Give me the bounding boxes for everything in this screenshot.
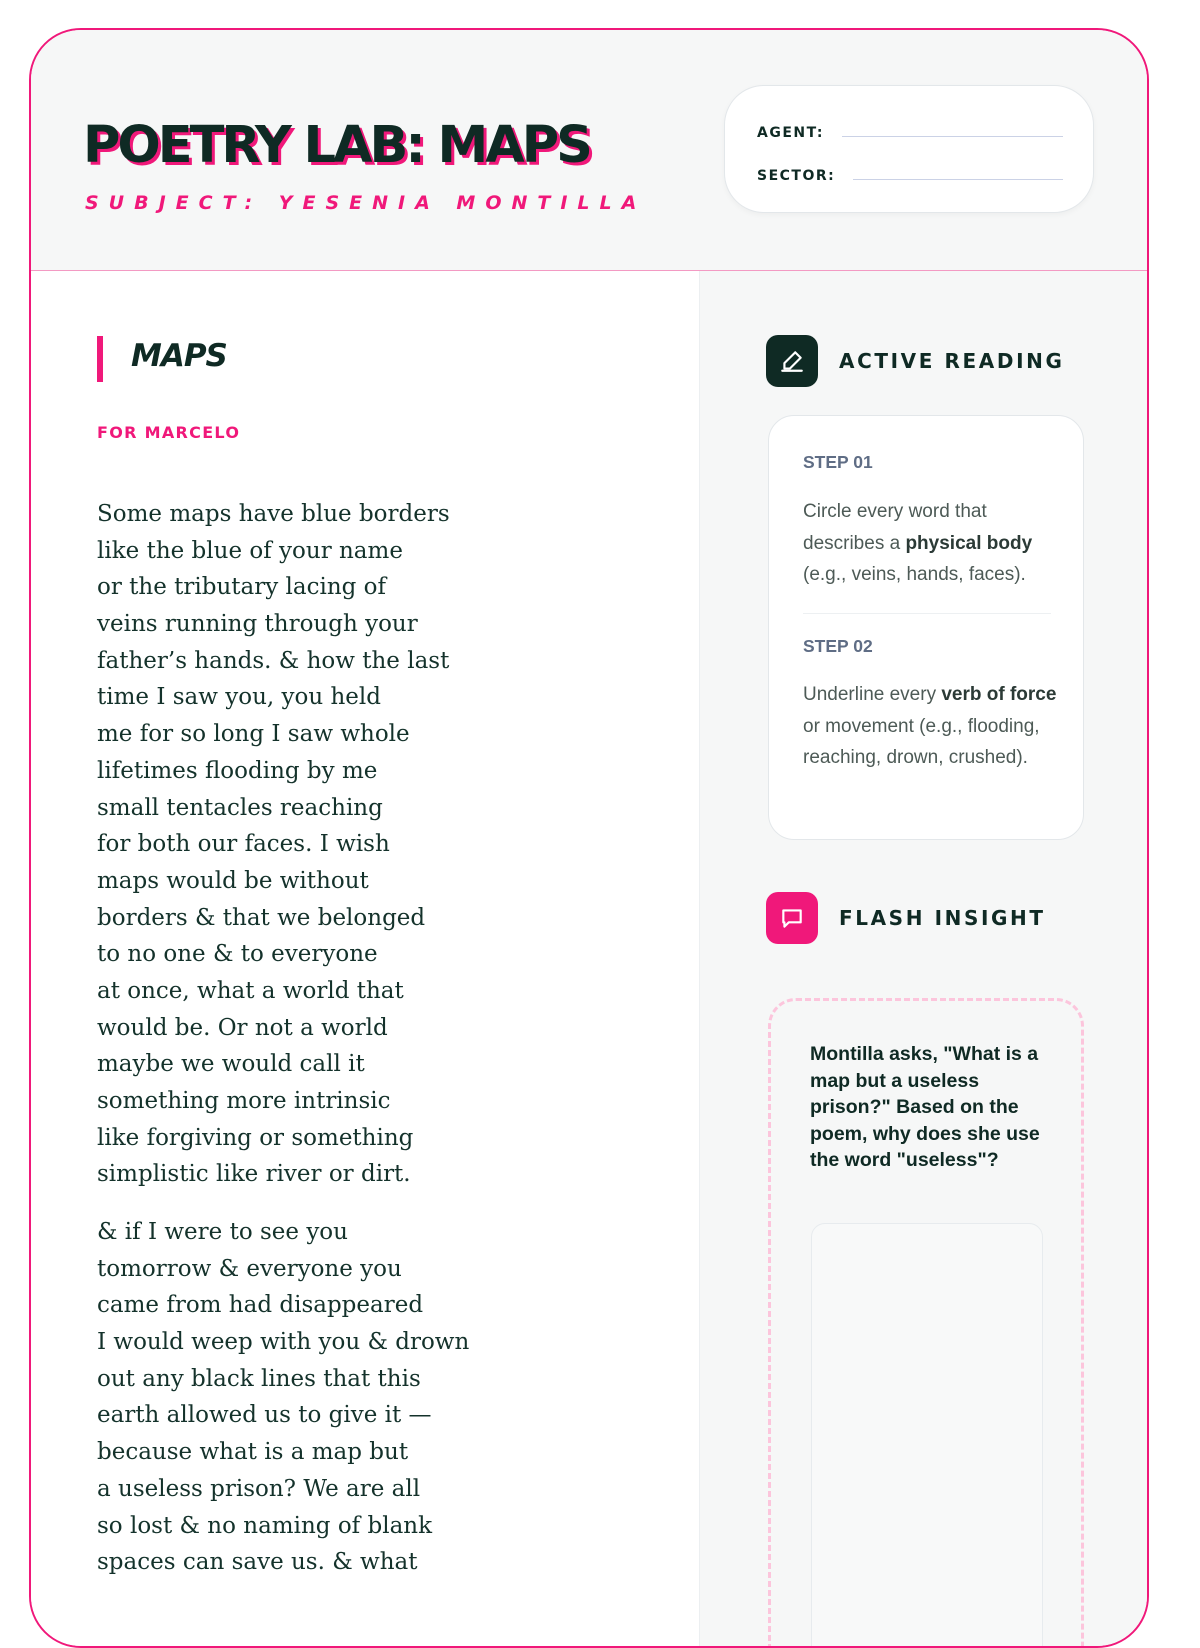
poem-line: to no one & to everyone: [97, 941, 378, 968]
step-1-text-start: Circle every word that describes a: [803, 501, 987, 554]
poem-line: lifetimes flooding by me: [97, 757, 378, 784]
flash-insight-header: [766, 892, 1046, 944]
poem-line: borders & that we belonged: [97, 904, 426, 931]
poem-line: for both our faces. I wish: [97, 831, 390, 858]
poem-line: simplistic like river or dirt.: [97, 1161, 411, 1188]
activity-column: [699, 271, 1147, 1646]
poem-line: veins running through your: [97, 611, 418, 638]
poem-stanza-2: [97, 1214, 469, 1581]
poem-line: out any black lines that this: [97, 1365, 421, 1392]
active-reading-steps-card: [768, 415, 1084, 840]
poem-line: like forgiving or something: [97, 1124, 414, 1151]
answer-box[interactable]: [811, 1223, 1043, 1648]
step-2-text-start: Underline every: [803, 684, 942, 705]
chat-bubble-icon: [766, 892, 818, 944]
agent-input-line[interactable]: [842, 136, 1063, 137]
poem-line: spaces can save us. & what: [97, 1549, 418, 1576]
worksheet: [29, 28, 1149, 1648]
sector-label: SECTOR:: [757, 168, 836, 184]
poem-line: came from had disappeared: [97, 1292, 424, 1319]
poem-stanza-1: [97, 496, 450, 1193]
step-2-label: STEP 02: [803, 636, 873, 656]
poem-line: I would weep with you & drown: [97, 1329, 470, 1356]
agent-row: [757, 119, 1063, 141]
poem-line: time I saw you, you held: [97, 684, 381, 711]
poem-line: at once, what a world that: [97, 977, 404, 1004]
active-reading-header: [766, 335, 1064, 387]
page-title: POETRY LAB: MAPS: [83, 116, 590, 175]
poem-line: small tentacles reaching: [97, 794, 383, 821]
poem-line: or the tributary lacing of: [97, 574, 387, 601]
poem-line: father’s hands. & how the last: [97, 647, 450, 674]
step-2-instruction: [803, 679, 1068, 774]
poem-column: [31, 271, 699, 1646]
step-1-instruction: [803, 496, 1068, 591]
poem-line: me for so long I saw whole: [97, 721, 410, 748]
poem-line: tomorrow & everyone you: [97, 1255, 402, 1282]
agent-id-card: [724, 85, 1094, 213]
poem-line: & if I were to see you: [97, 1219, 348, 1245]
step-1-label: STEP 01: [803, 452, 873, 472]
pen-icon: [766, 335, 818, 387]
insight-question: Montilla asks, "What is a map but a useless prison?" Based on the poem, why does she use the word "useless"?: [810, 1043, 1040, 1171]
flash-insight-card: [768, 998, 1084, 1648]
poem-line: like the blue of your name: [97, 537, 403, 564]
worksheet-header: [31, 30, 1147, 271]
poem-line: Some maps have blue borders: [97, 501, 450, 527]
poem-line: so lost & no naming of blank: [97, 1512, 433, 1539]
poem-line: a useless prison? We are all: [97, 1475, 421, 1502]
poem-line: maps would be without: [97, 867, 369, 894]
step-divider: [803, 613, 1051, 614]
agent-label: AGENT:: [757, 125, 824, 141]
subject-line: SUBJECT: YESENIA MONTILLA: [85, 192, 647, 214]
poem-dedication: FOR MARCELO: [97, 423, 241, 442]
poem-line: earth allowed us to give it —: [97, 1402, 432, 1429]
sector-input-line[interactable]: [853, 179, 1063, 180]
step-1-text-end: (e.g., veins, hands, faces).: [803, 564, 1026, 585]
step-1-keyword: physical body: [905, 532, 1033, 554]
step-2-text-end: or movement (e.g., flooding, reaching, drown, crushed).: [803, 715, 1040, 768]
poem-title: MAPS: [131, 338, 227, 374]
poem-line: maybe we would call it: [97, 1051, 365, 1078]
poem-line: because what is a map but: [97, 1439, 409, 1466]
sector-row: [757, 162, 1063, 184]
step-2-keyword: verb of force: [941, 684, 1057, 705]
title-accent-bar: [97, 336, 103, 382]
poem-line: something more intrinsic: [97, 1088, 391, 1114]
active-reading-title: ACTIVE READING: [839, 349, 1065, 373]
flash-insight-title: FLASH INSIGHT: [839, 906, 1046, 930]
poem-line: would be. Or not a world: [97, 1014, 388, 1041]
